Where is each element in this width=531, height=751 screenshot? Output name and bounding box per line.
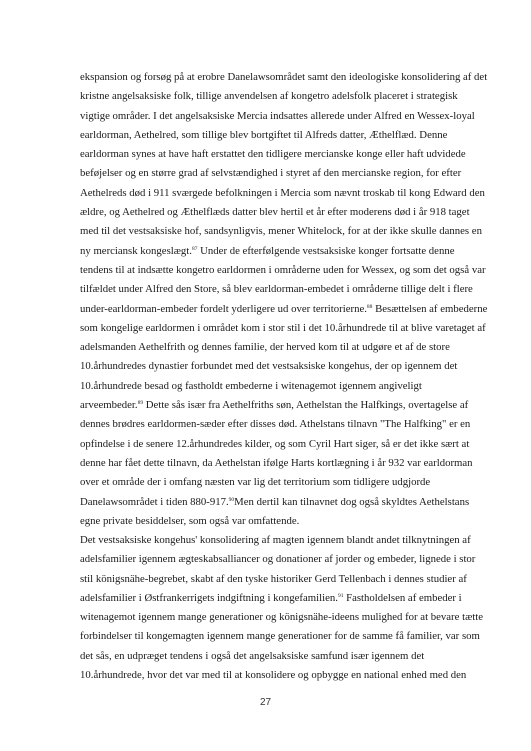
body-paragraph-1 xyxy=(80,68,488,531)
line-text: over et område der i omfang næsten var lig det territorium som tidligere udgjorde xyxy=(80,476,431,489)
line-text: adelsfamilier igennem ægteskabsalliancer og donationer af jorder og embeder, lignede i stor xyxy=(80,553,476,566)
text-line xyxy=(80,126,462,145)
line-text: kristne angelsaksiske folk, tillige anvendelsen af kongetro adelsfolk placeret i strategisk xyxy=(80,90,458,103)
text-line xyxy=(80,300,488,319)
text-line xyxy=(80,454,473,473)
page-number: 27 xyxy=(259,697,272,708)
line-text: det sås, en udpræget tendens i også det angelsaksiske samfund især igennem det xyxy=(80,649,425,662)
text-line xyxy=(80,493,470,512)
footnote-marker: 90 xyxy=(228,496,235,503)
line-text: forbindelser til kongemagten igennem mange generationer for de samme få familier, var som xyxy=(80,630,480,643)
footnote-marker: 89 xyxy=(137,400,144,407)
footnote-marker: 87 xyxy=(191,245,198,252)
line-text: arveembeder. xyxy=(80,399,138,412)
footnote-marker: 91 xyxy=(337,592,344,599)
text-line xyxy=(80,338,462,357)
text-line xyxy=(80,550,476,569)
line-text: adelsmanden Aethelfrith og dennes familie, der herved kom til at udgøre et af de store xyxy=(80,341,450,354)
line-text: Men dertil kan tilnavnet dog også skyldtes Aethelstans xyxy=(234,495,470,508)
line-text: dennes brødres earldormen-sæder efter disses død. Athelstans tilnavn "The Halfking" er en xyxy=(80,418,471,431)
text-line xyxy=(80,357,462,376)
line-text: ny merciansk kongeslægt. xyxy=(80,244,192,257)
text-line xyxy=(80,261,486,280)
line-text: Det vestsaksiske kongehus' konsolidering af magten igennem blandt andet tilknytningen af xyxy=(80,534,471,546)
line-text: under-earldorman-embeder fordelt yderligere ud over territorierne. xyxy=(80,302,367,315)
text-line xyxy=(80,415,471,434)
line-text: med til det vestsaksiske hof, sandsynligvis, mener Whitelock, for at der ikke skulle dannes en xyxy=(80,225,482,238)
line-text: earldorman, Aethelred, som tillige blev bortgiftet til Alfreds datter, Æthelflæd. Denne xyxy=(80,128,448,141)
text-line xyxy=(80,570,467,589)
line-text: tilfældet under Alfred den Store, så blev earldorman-embedet i områderne tillige delt i flere xyxy=(80,283,473,296)
line-text: opfindelse i de senere 12.århundredes kilder, og som Cyril Hart siger, så er det ikke sært at xyxy=(80,437,470,450)
line-text: witenagemot igennem mange generationer og königsnähe-ideens mulighed for at bevare tætte xyxy=(80,611,483,624)
text-line xyxy=(80,319,486,338)
text-line xyxy=(80,666,467,685)
text-line xyxy=(80,531,471,550)
text-line xyxy=(80,435,470,454)
line-text: denne har fået dette tilnavn, da Aethelstan ifølge Harts kortlægning i år 932 var earldorman xyxy=(80,456,473,469)
line-text: 10.århundrede, hvor det var med til at konsolidere og opbygge en national enhed med den xyxy=(80,669,467,682)
line-text: earldorman synes at have haft erstattet den tidligere mercianske konge eller haft udvidede xyxy=(80,148,466,161)
text-line xyxy=(80,145,466,164)
line-text: som kongelige earldormen i området kom i stor stil i det 10.århundrede til at blive varetaget af xyxy=(80,321,486,334)
text-line xyxy=(80,87,462,106)
text-line xyxy=(80,608,483,627)
text-line xyxy=(80,280,473,299)
text-line xyxy=(80,222,482,241)
text-line xyxy=(80,242,462,261)
text-line xyxy=(80,589,462,608)
footnote-marker: 88 xyxy=(366,303,373,310)
text-line xyxy=(80,377,462,396)
text-line xyxy=(80,184,485,203)
line-text: 10.århundrede besad og fastholdt embederne i witenagemot igennem angiveligt xyxy=(80,379,422,392)
text-line xyxy=(80,164,462,183)
line-text: tendens til at indsætte kongetro earldormen i områderne uden for Wessex, og som det også var xyxy=(80,263,486,276)
text-line xyxy=(80,473,462,492)
line-text: Under de efterfølgende vestsaksiske konger fortsatte denne xyxy=(197,244,455,257)
text-line xyxy=(80,203,470,222)
line-text: 10.århundredes dynastier forbundet med det vestsaksiske kongehus, der op igennem det xyxy=(80,360,458,373)
line-text: beføjelser og en større grad af selvstændighed i styret af den mercianske region, for efter xyxy=(80,167,462,180)
line-text: ekspansion og forsøg på at erobre Danelawsområdet samt den ideologiske konsolidering af det xyxy=(80,71,488,83)
line-text: Dette sås især fra Aethelfriths søn, Aethelstan the Halfkings, overtagelse af xyxy=(143,399,469,412)
line-text: Aethelreds død i 911 sværgede befolkningen i Mercia som nævnt troskab til kong Edward den xyxy=(80,186,485,199)
line-text: Besættelsen af embederne xyxy=(372,302,488,315)
line-text: Fastholdelsen af embeder i xyxy=(343,591,462,604)
line-text: egne private besiddelser, som også var omfattende. xyxy=(80,514,300,527)
line-text: ældre, og Aethelred og Æthelflæds datter blev hertil et år efter moderens død i år 918 taget xyxy=(80,206,470,219)
text-line xyxy=(80,107,475,126)
text-line xyxy=(80,647,462,666)
line-text: Danelawsområdet i tiden 880-917. xyxy=(80,495,229,508)
body-paragraph-2 xyxy=(80,531,483,685)
line-text: vigtige områder. I det angelsaksiske Mercia indsattes allerede under Alfred en Wessex-loyal xyxy=(80,109,475,122)
text-line xyxy=(80,627,480,646)
text-line xyxy=(80,68,488,87)
line-text: adelsfamilier i Østfrankerrigets indgiftning i kongefamilien. xyxy=(80,591,338,604)
text-line xyxy=(80,396,469,415)
text-line xyxy=(80,512,462,531)
line-text: stil königsnähe-begrebet, skabt af den tyske historiker Gerd Tellenbach i dennes studier af xyxy=(80,572,467,585)
